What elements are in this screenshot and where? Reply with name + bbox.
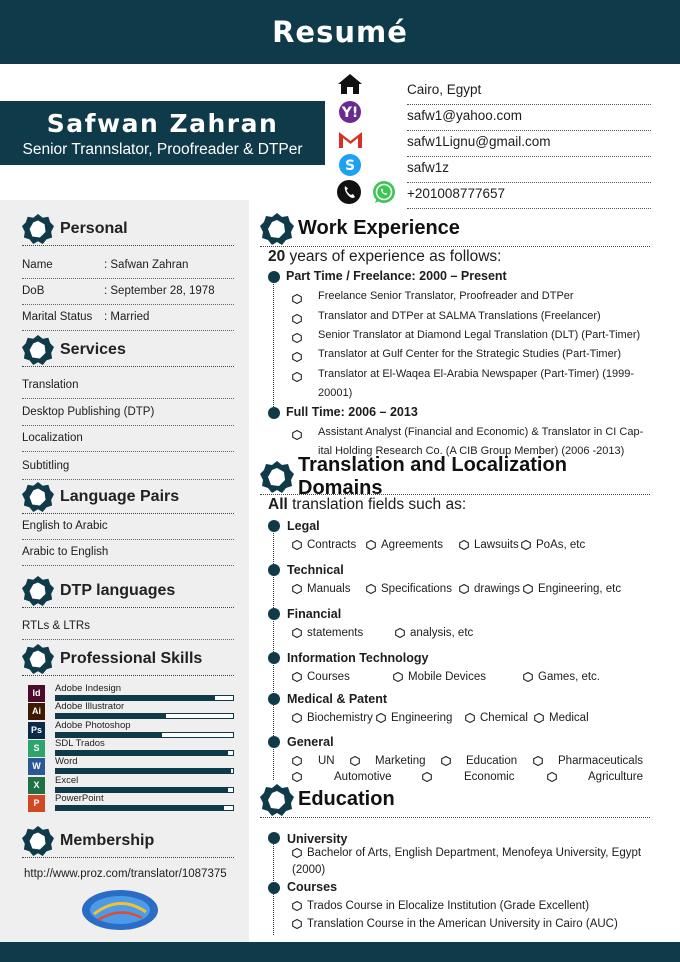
hexagon-bullet-icon (366, 540, 376, 550)
hexagon-bullet-icon (292, 314, 302, 324)
badge-icon (22, 575, 54, 607)
service-item: Desktop Publishing (DTP) (22, 400, 234, 426)
education-title: Education (298, 788, 395, 810)
badge-icon (260, 460, 294, 494)
domain-item: Agriculture (588, 771, 643, 783)
row-value: : Safwan Zahran (104, 259, 189, 271)
hexagon-bullet-icon (523, 672, 533, 682)
sidebar (0, 200, 249, 942)
skype-icon (338, 153, 364, 177)
row-label: DoB (22, 285, 45, 297)
proz-logo-icon (80, 888, 160, 932)
contact-location: Cairo, Egypt (407, 82, 651, 105)
hexagon-bullet-icon (465, 713, 475, 723)
language-pair-item: English to Arabic (22, 514, 234, 540)
hexagon-bullet-icon (350, 756, 360, 766)
skill-bar (55, 787, 234, 793)
skills-heading (22, 642, 234, 676)
svg-text:Y!: Y! (341, 105, 359, 121)
skill-bar-fill (56, 751, 228, 755)
personal-row-name (22, 253, 234, 279)
work-item: Translator and DTPer at SALMA Translations (Freelancer) (318, 310, 601, 322)
hexagon-bullet-icon (292, 772, 302, 782)
hexagon-bullet-icon (292, 628, 302, 638)
domain-group-heading: General (287, 735, 334, 749)
hexagon-bullet-icon (547, 772, 557, 782)
skill-name: Adobe Illustrator (55, 701, 125, 713)
yahoo-icon (338, 100, 364, 124)
domain-item: Contracts (307, 539, 357, 551)
footer-bar (0, 942, 680, 962)
skill-item (28, 792, 234, 813)
row-label: Name (22, 259, 53, 271)
row-label: Marital Status (22, 311, 93, 323)
personal-title: Personal (60, 219, 128, 237)
hexagon-bullet-icon (376, 713, 386, 723)
timeline-dot (268, 882, 280, 894)
hexagon-bullet-icon (292, 756, 302, 766)
skill-name: Adobe Photoshop (55, 719, 131, 731)
personal-row-dob (22, 279, 234, 305)
domain-item: Chemical (480, 712, 528, 724)
domains-intro-first: All (268, 496, 288, 513)
domain-item: Automotive (334, 771, 392, 783)
domain-item: Agreements (381, 539, 444, 551)
domain-item: Medical (549, 712, 589, 724)
membership-heading (22, 824, 234, 858)
hexagon-bullet-icon (459, 540, 469, 550)
timeline-dot (268, 608, 280, 620)
timeline-dot (268, 271, 280, 283)
skill-item (28, 758, 234, 776)
resume-banner (0, 0, 680, 64)
hexagon-bullet-icon (292, 540, 302, 550)
hexagon-bullet-icon (523, 584, 533, 594)
work-intro-text: years of experience as follows: (285, 248, 502, 265)
domain-item: Manuals (307, 583, 351, 595)
skill-bar (55, 805, 234, 811)
skill-name: Word (55, 756, 78, 768)
hexagon-bullet-icon (395, 628, 405, 638)
domain-item: Pharmaceuticals (558, 755, 644, 767)
app-icon: Id (28, 685, 45, 702)
domain-group-heading: Legal (287, 519, 320, 533)
resume-title: Resumé (272, 15, 408, 49)
skill-name: Adobe Indesign (55, 683, 122, 694)
domain-group-heading: Technical (287, 563, 344, 577)
app-icon: S (28, 740, 45, 757)
hexagon-bullet-icon (534, 713, 544, 723)
work-item: Freelance Senior Translator, Proofreader and DTPer (318, 290, 574, 302)
timeline-dot (268, 652, 280, 664)
contact-gmail[interactable]: safw1Lignu@gmail.com (407, 134, 651, 157)
skill-bar (55, 695, 234, 701)
domain-item: Engineering, etc (538, 583, 622, 595)
timeline-dot (268, 832, 280, 844)
row-value: : September 28, 1978 (104, 285, 215, 297)
hexagon-bullet-icon (292, 430, 302, 440)
skill-item (28, 703, 234, 721)
row-value: : Married (104, 311, 150, 323)
whatsapp-icon (371, 180, 397, 204)
hexagon-bullet-icon (533, 756, 543, 766)
skill-item (28, 774, 234, 795)
membership-title: Membership (60, 831, 155, 849)
skill-item (28, 685, 234, 703)
domain-item: Mobile Devices (408, 671, 486, 683)
domain-item: analysis, etc (410, 627, 474, 639)
timeline-dot (268, 407, 280, 419)
dtp-languages-heading (22, 574, 234, 608)
part-time-heading: Part Time / Freelance: 2000 – Present (286, 269, 507, 283)
app-icon: Ai (28, 703, 45, 720)
domain-item: drawings (474, 583, 521, 595)
language-pair-item: Arabic to English (22, 540, 234, 566)
domain-group-heading: Medical & Patent (287, 692, 388, 706)
hexagon-bullet-icon (521, 540, 531, 550)
contact-phone[interactable]: +201008777657 (407, 186, 651, 209)
badge-icon (22, 334, 54, 366)
skill-bar (55, 750, 234, 756)
university-line: Bachelor of Arts, English Department, Menofeya University, Egypt (307, 847, 642, 859)
badge-icon (22, 825, 54, 857)
hexagon-bullet-icon (292, 672, 302, 682)
profile-name: Safwan Zahran (46, 109, 279, 138)
badge-icon (22, 643, 54, 675)
domain-group-heading: Information Technology (287, 651, 429, 665)
domain-item: Specifications (381, 583, 452, 595)
work-heading (260, 211, 650, 247)
skill-item (28, 737, 234, 758)
dtp-language-item: RTLs & LTRs (22, 614, 234, 640)
service-item: Localization (22, 426, 234, 452)
skill-item (28, 719, 234, 740)
phone-icon (337, 180, 363, 204)
skill-name: SDL Trados (55, 737, 105, 749)
home-icon (337, 72, 363, 96)
skill-bar-fill (56, 806, 224, 810)
gmail-icon (338, 128, 364, 152)
service-item: Subtitling (22, 454, 234, 480)
dtp-languages-title: DTP languages (60, 581, 176, 599)
contact-yahoo[interactable]: safw1@yahoo.com (407, 108, 651, 131)
hexagon-bullet-icon (292, 713, 302, 723)
domains-heading (260, 453, 650, 499)
app-icon: W (28, 758, 45, 775)
hexagon-bullet-icon (366, 584, 376, 594)
hexagon-bullet-icon (441, 756, 451, 766)
hexagon-bullet-icon (292, 333, 302, 343)
svg-text:S: S (344, 158, 356, 174)
skill-bar-fill (56, 714, 166, 718)
work-title: Work Experience (298, 217, 460, 239)
work-item: Senior Translator at Diamond Legal Translation (DLT) (Part-Timer) (318, 329, 641, 341)
domain-item: Biochemistry (307, 712, 373, 724)
skill-bar-fill (56, 769, 231, 773)
app-icon: X (28, 777, 45, 794)
work-timeline (273, 276, 274, 411)
domain-item: Engineering (391, 712, 453, 724)
courses-heading: Courses (287, 880, 338, 894)
domain-item: UN (318, 755, 335, 767)
domain-item: Courses (307, 671, 350, 683)
app-icon: Ps (28, 722, 45, 739)
domain-item: Games, etc. (538, 671, 600, 683)
domain-group-heading: Financial (287, 607, 342, 621)
domain-item: Education (466, 755, 518, 767)
work-intro (268, 248, 502, 266)
timeline-dot (268, 693, 280, 705)
skill-bar (55, 713, 234, 719)
badge-icon (260, 212, 294, 246)
personal-row-marital (22, 305, 234, 331)
work-item: Translator at Gulf Center for the Strategic Studies (Part-Timer) (318, 348, 622, 360)
work-item: Assistant Analyst (Financial and Economic) & Translator in CI Cap- (318, 426, 644, 438)
timeline-dot (268, 564, 280, 576)
hexagon-bullet-icon (292, 848, 302, 858)
membership-url[interactable]: http://www.proz.com/translator/1087375 (24, 868, 227, 880)
skill-bar-fill (56, 733, 162, 737)
domain-item: Economic (464, 771, 515, 783)
hexagon-bullet-icon (292, 584, 302, 594)
hexagon-bullet-icon (292, 352, 302, 362)
services-title: Services (60, 340, 126, 358)
name-box (0, 101, 325, 165)
badge-icon (22, 481, 54, 513)
work-item: ital Holding Research Co. (A CIB Group Member) (2006 -2013) (318, 445, 625, 457)
language-pairs-heading (22, 480, 234, 514)
skill-bar (55, 768, 234, 774)
domains-intro (268, 496, 466, 514)
hexagon-bullet-icon (292, 901, 302, 911)
university-line: (2000) (292, 864, 326, 876)
domain-item: PoAs, etc (536, 539, 586, 551)
service-item: Translation (22, 373, 234, 399)
work-item: 20001) (318, 387, 353, 399)
skill-name: PowerPoint (55, 792, 104, 804)
app-icon: P (28, 795, 45, 812)
hexagon-bullet-icon (292, 919, 302, 929)
skill-name: Excel (55, 774, 79, 786)
work-years: 20 (268, 248, 286, 265)
domain-item: Lawsuits (474, 539, 519, 551)
badge-icon (260, 783, 294, 817)
skills-title: Professional Skills (60, 649, 203, 667)
university-heading: University (287, 832, 348, 846)
language-pairs-title: Language Pairs (60, 487, 180, 505)
course-item: Translation Course in the American University in Cairo (AUC) (307, 918, 618, 930)
hexagon-bullet-icon (292, 372, 302, 382)
timeline-dot (268, 520, 280, 532)
domains-intro-text: translation fields such as: (287, 496, 467, 513)
profile-title: Senior Trannslator, Proofreader & DTPer (22, 141, 303, 158)
hexagon-bullet-icon (422, 772, 432, 782)
domains-title: Translation and Localization Domains (298, 453, 567, 499)
contact-skype[interactable]: safw1z (407, 160, 651, 183)
full-time-heading: Full Time: 2006 – 2013 (286, 405, 418, 419)
education-heading (260, 782, 650, 818)
domain-item: statements (307, 627, 364, 639)
domain-item: Marketing (375, 755, 426, 767)
personal-heading (22, 212, 234, 246)
work-item: Translator at El-Waqea El-Arabia Newspaper (Part-Timer) (1999- (318, 368, 635, 380)
skill-bar (55, 732, 234, 738)
hexagon-bullet-icon (292, 294, 302, 304)
skill-bar-fill (56, 696, 215, 700)
timeline-dot (268, 736, 280, 748)
course-item: Trados Course in Elocalize Institution (Grade Excellent) (307, 900, 590, 912)
services-heading (22, 333, 234, 367)
skill-bar-fill (56, 788, 228, 792)
badge-icon (22, 213, 54, 245)
hexagon-bullet-icon (459, 584, 469, 594)
hexagon-bullet-icon (393, 672, 403, 682)
